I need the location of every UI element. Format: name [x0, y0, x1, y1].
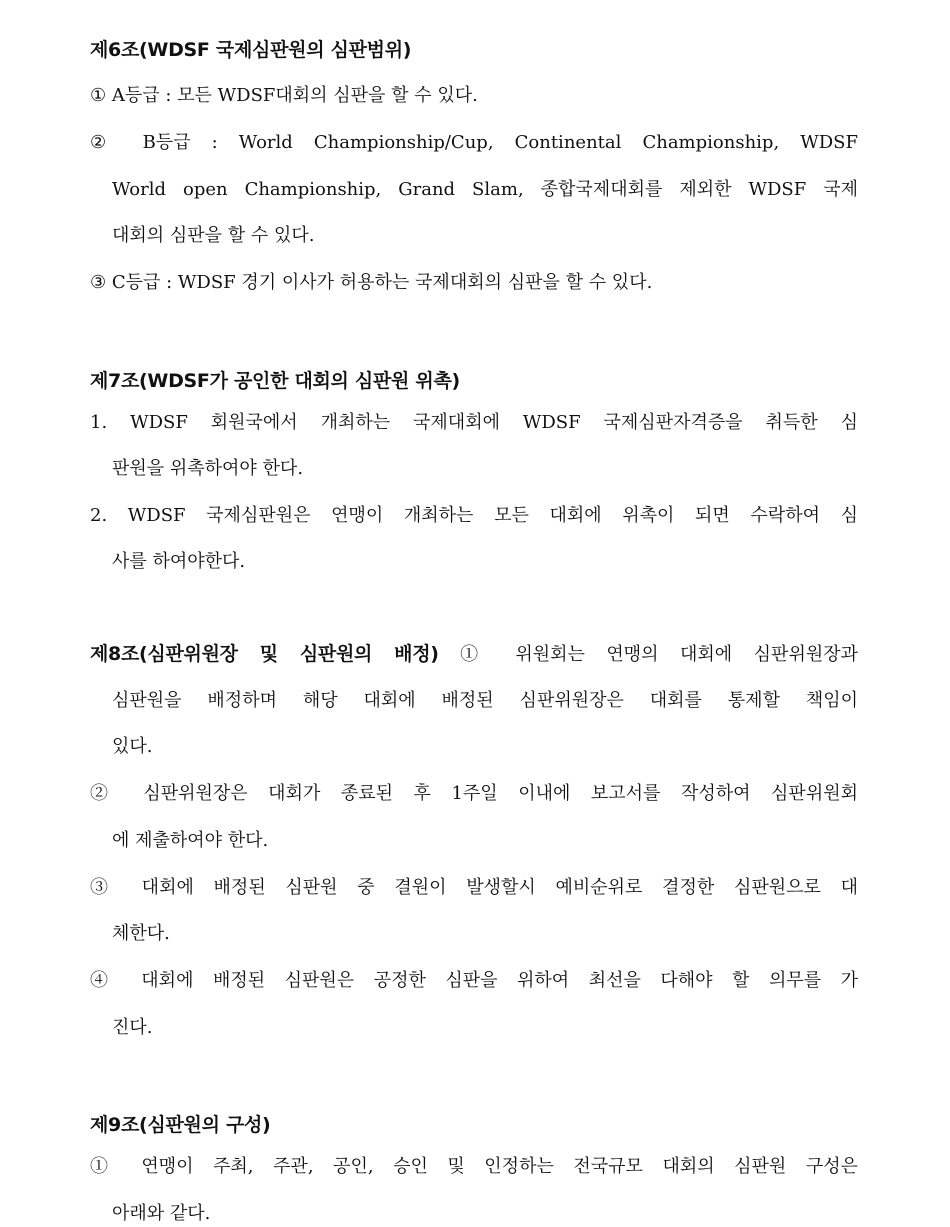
article-8-title: 제8조(심판위원장 및 심판원의 배정) [90, 643, 439, 665]
article-9-item-1-line-1: ① 연맹이 주최, 주관, 공인, 승인 및 인정하는 전국규모 대회의 심판원 구성은 [90, 1156, 858, 1177]
article-8-item-2-line-1: ② 심판위원장은 대회가 종료된 후 1주일 이내에 보고서를 작성하여 심판위원회 [90, 783, 858, 804]
article-8-item-3-line-2: 체한다. [112, 923, 170, 944]
article-6-item-2-line-1: ② B등급 : World Championship/Cup, Continental Championship, WDSF [90, 132, 858, 153]
article-7-item-2-line-2: 사를 하여야한다. [112, 551, 246, 572]
article-8-item-1-line-2: 심판원을 배정하며 해당 대회에 배정된 심판위원장은 대회를 통제할 책임이 [112, 690, 858, 711]
article-8-item-4-line-1: ④ 대회에 배정된 심판원은 공정한 심판을 위하여 최선을 다해야 할 의무를 가 [90, 970, 858, 991]
article-6-item-3: ③ C등급 : WDSF 경기 이사가 허용하는 국제대회의 심판을 할 수 있다. [90, 272, 653, 293]
article-7-item-2-line-1: 2. WDSF 국제심판원은 연맹이 개최하는 모든 대회에 위촉이 되면 수락하여 심 [90, 505, 858, 526]
article-8-item-4-line-2: 진다. [112, 1017, 153, 1038]
article-6-item-2-line-2: World open Championship, Grand Slam, 종합국제대회를 제외한 WDSF 국제 [112, 179, 858, 200]
article-8-item-3-line-1: ③ 대회에 배정된 심판원 중 결원이 발생할시 예비순위로 결정한 심판원으로 대 [90, 877, 858, 898]
article-8-item-1-line-1: ① 위원회는 연맹의 대회에 심판위원장과 [460, 644, 859, 665]
article-7-item-1-line-1: 1. WDSF 회원국에서 개최하는 국제대회에 WDSF 국제심판자격증을 취득한 심 [90, 412, 858, 433]
article-7-item-1-line-2: 판원을 위촉하여야 한다. [112, 458, 304, 479]
article-8-line-1 [90, 645, 858, 664]
article-8-item-2-line-2: 에 제출하여야 한다. [112, 830, 269, 851]
article-6-item-1: ① A등급 : 모든 WDSF대회의 심판을 할 수 있다. [90, 85, 478, 106]
article-6-title: 제6조(WDSF 국제심판원의 심판범위) [90, 39, 412, 61]
article-7-title: 제7조(WDSF가 공인한 대회의 심판원 위촉) [90, 370, 460, 392]
article-9-item-1-line-2: 아래와 같다. [112, 1203, 211, 1224]
article-9-title: 제9조(심판원의 구성) [90, 1114, 271, 1136]
article-6-item-2-line-3: 대회의 심판을 할 수 있다. [112, 225, 315, 246]
article-8-item-1-line-3: 있다. [112, 736, 153, 757]
